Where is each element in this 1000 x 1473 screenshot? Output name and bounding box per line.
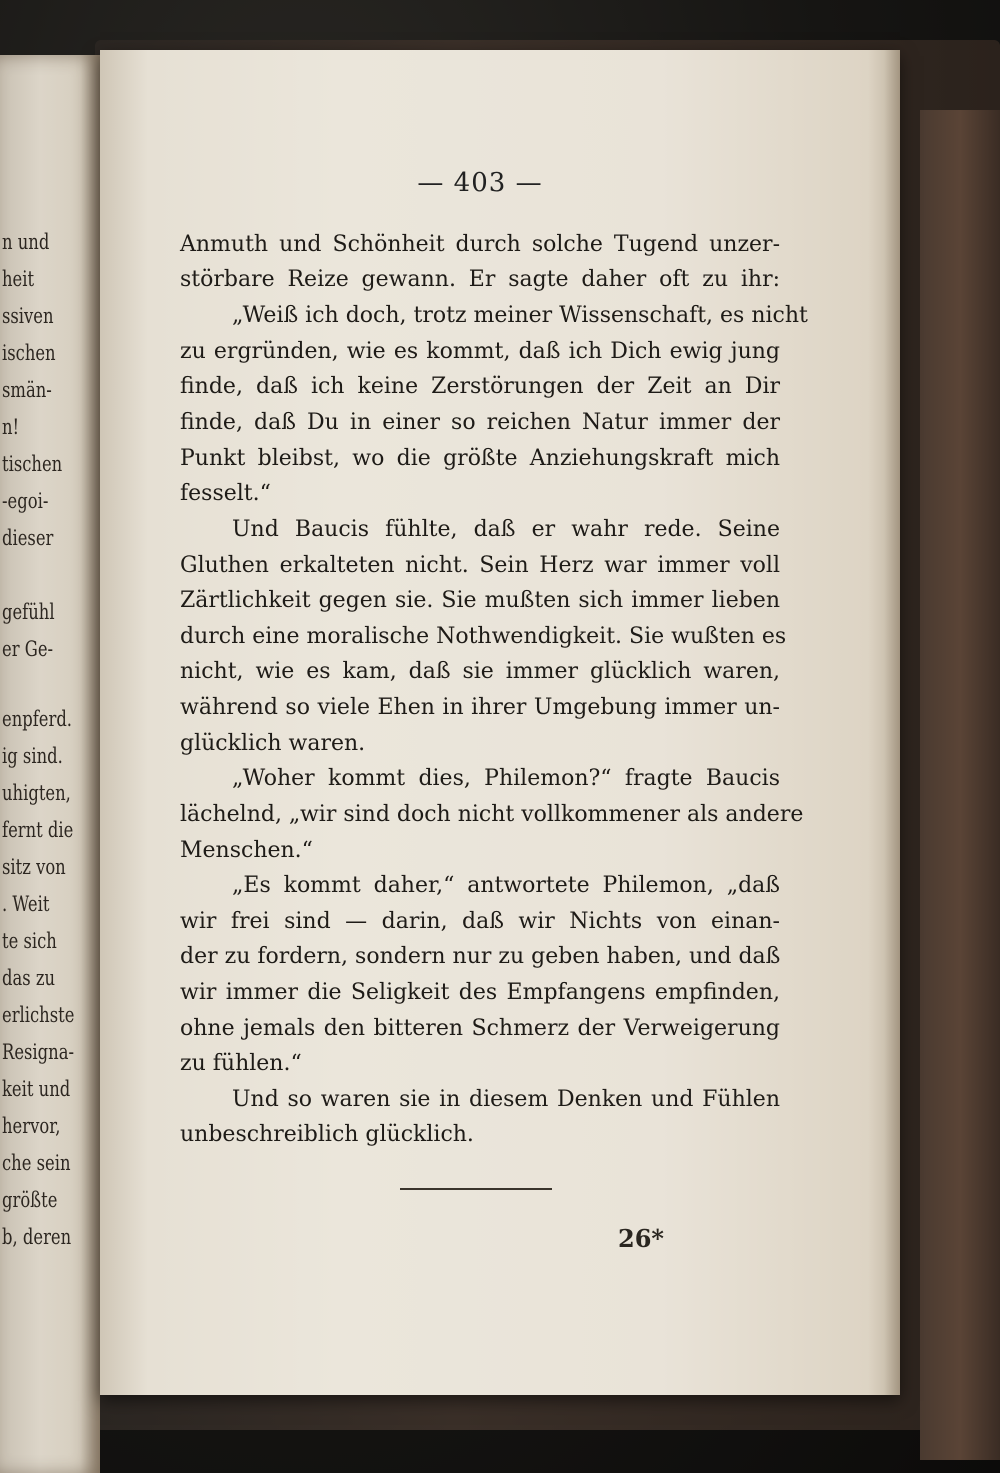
text-line: „Weiß ich doch, trotz meiner Wissenschaft, es nicht [232, 303, 808, 328]
text-line: Menschen.“ [180, 838, 313, 863]
left-fragment: enpferd. [2, 707, 73, 731]
left-fragment: ssiven [2, 304, 54, 328]
left-fragment: gefühl [2, 600, 55, 624]
left-page [0, 55, 100, 1473]
text-line: „Es kommt daher,“ antwortete Philemon, „daß [232, 873, 780, 898]
text-line: zu fühlen.“ [180, 1051, 302, 1076]
text-line: fesselt.“ [180, 481, 271, 506]
text-line: finde, daß Du in einer so reichen Natur immer der [180, 410, 780, 435]
left-fragment: ig sind. [2, 744, 63, 768]
text-line: Punkt bleibst, wo die größte Anziehungskraft mich [180, 446, 780, 471]
left-fragment: uhigten, [2, 781, 71, 805]
left-fragment: fernt die [2, 818, 74, 842]
page-edge-shadow [884, 50, 900, 1395]
left-fragment: n! [2, 415, 20, 439]
end-rule [400, 1188, 552, 1190]
text-line: wir immer die Seligkeit des Empfangens empfinden, [180, 980, 780, 1005]
left-fragment: keit und [2, 1077, 71, 1101]
text-line: nicht, wie es kam, daß sie immer glücklich waren, [180, 659, 780, 684]
text-line: finde, daß ich keine Zerstörungen der Zeit an Dir [180, 374, 780, 399]
text-line: Anmuth und Schönheit durch solche Tugend unzer- [180, 232, 780, 257]
left-fragment: Resigna- [2, 1040, 75, 1064]
page-number: — 403 — [417, 168, 543, 198]
text-line: während so viele Ehen in ihrer Umgebung immer un- [180, 695, 780, 720]
text-line: zu ergründen, wie es kommt, daß ich Dich ewig jung [180, 339, 780, 364]
text-line: der zu fordern, sondern nur zu geben haben, und daß [180, 944, 781, 969]
text-line: wir frei sind — darin, daß wir Nichts von einan- [180, 909, 780, 934]
left-fragment: ischen [2, 341, 56, 365]
cover-edge [920, 110, 1000, 1460]
text-line: unbeschreiblich glücklich. [180, 1122, 474, 1147]
left-fragment: che sein [2, 1151, 71, 1175]
left-fragment: er Ge- [2, 637, 54, 661]
left-fragment: das zu [2, 966, 56, 990]
text-line: Zärtlichkeit gegen sie. Sie mußten sich immer lieben [180, 588, 780, 613]
left-fragment: b, deren [2, 1225, 72, 1249]
signature-mark: 26* [618, 1224, 664, 1253]
text-line: durch eine moralische Nothwendigkeit. Sie wußten es [180, 624, 787, 649]
text-line: Und Baucis fühlte, daß er wahr rede. Seine [232, 517, 780, 542]
left-fragment: smän- [2, 378, 52, 402]
left-fragment: tischen [2, 452, 63, 476]
right-page [100, 50, 900, 1395]
left-fragment: größte [2, 1188, 58, 1212]
left-fragment: te sich [2, 929, 57, 953]
left-fragment: erlichste [2, 1003, 75, 1027]
text-line: ohne jemals den bitteren Schmerz der Verweigerung [180, 1016, 780, 1041]
left-fragment: sitz von [2, 855, 66, 879]
left-fragment: hervor, [2, 1114, 61, 1138]
left-fragment: -egoi- [2, 489, 49, 513]
text-line: glücklich waren. [180, 731, 366, 756]
text-line: Gluthen erkalteten nicht. Sein Herz war immer voll [180, 553, 780, 578]
text-line: Und so waren sie in diesem Denken und Fühlen [232, 1087, 780, 1112]
text-line: „Woher kommt dies, Philemon?“ fragte Baucis [232, 766, 780, 791]
left-fragment: dieser [2, 526, 54, 550]
left-fragment: n und [2, 230, 50, 254]
text-line: lächelnd, „wir sind doch nicht vollkommener als andere [180, 802, 804, 827]
text-line: störbare Reize gewann. Er sagte daher oft zu ihr: [180, 267, 780, 292]
left-fragment: . Weit [2, 892, 50, 916]
left-fragment: heit [2, 267, 35, 291]
